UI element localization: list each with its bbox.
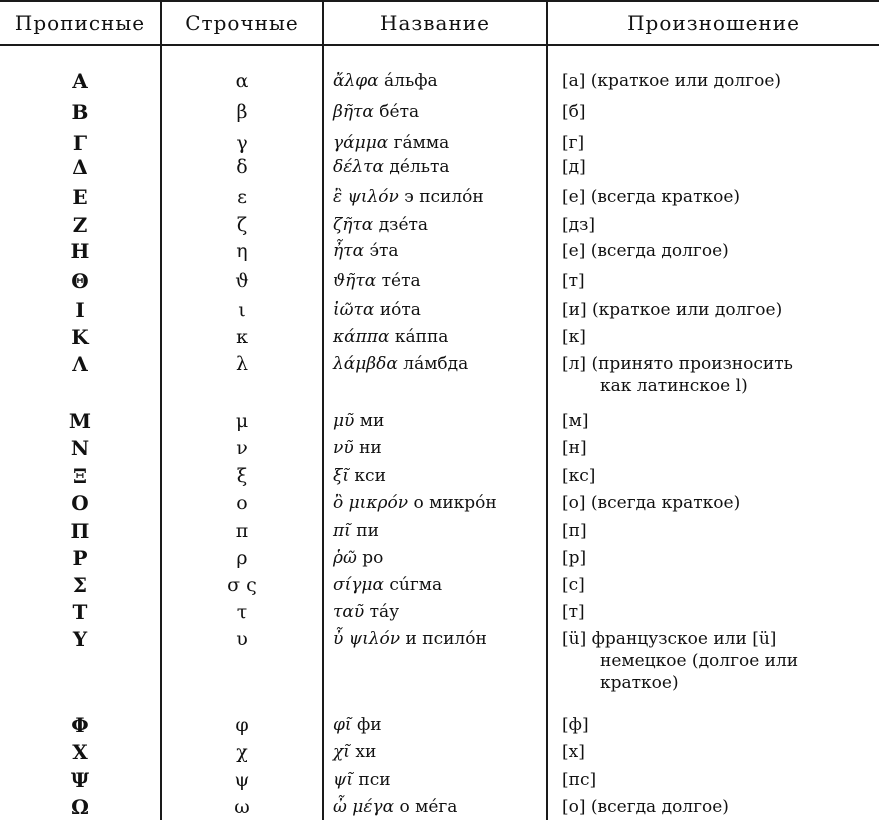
uppercase-letter: Α (72, 69, 88, 93)
russian-name: ни (353, 438, 382, 458)
pronunciation-line: как латинское l) (600, 376, 748, 396)
lowercase-letter: π (235, 520, 249, 542)
pronunciation (562, 326, 872, 348)
lowercase-letter: λ (235, 353, 249, 375)
uppercase-letter: Ξ (72, 464, 88, 488)
russian-name: э псилóн (398, 187, 484, 207)
column-divider (322, 0, 324, 820)
russian-name: дзéта (373, 215, 429, 235)
letter-name (333, 628, 543, 650)
pronunciation-line: краткое) (600, 673, 679, 693)
pronunciation-line: немецкое (долгое или (600, 651, 799, 671)
pronunciation (562, 628, 872, 694)
pronunciation-line: [г] (562, 133, 585, 153)
pronunciation-line: [б] (562, 102, 586, 122)
pronunciation-line: [р] (562, 548, 587, 568)
letter-name (333, 156, 543, 178)
pronunciation-line: [дз] (562, 215, 596, 235)
greek-name: ὦ μέγα (333, 797, 395, 817)
pronunciation-line: [о] (всегда долгое) (562, 797, 729, 817)
greek-name: ξῖ (333, 466, 350, 486)
greek-name: λάμβδα (333, 354, 398, 374)
pronunciation (562, 769, 872, 791)
uppercase-letter: Ζ (72, 213, 88, 237)
uppercase-letter: Π (70, 519, 90, 543)
pronunciation-line: [ü] французское или [ü] (562, 629, 777, 649)
greek-name: νῦ (333, 438, 354, 458)
pronunciation-line: [и] (краткое или долгое) (562, 300, 783, 320)
greek-name: ὖ ψιλόν (333, 629, 401, 649)
pronunciation (562, 520, 872, 542)
uppercase-letter: Μ (68, 409, 92, 433)
uppercase-letter: Υ (72, 627, 88, 651)
greek-name: ῥῶ (333, 548, 357, 568)
pronunciation (562, 601, 872, 623)
russian-name: фи (351, 715, 382, 735)
letter-name (333, 101, 543, 123)
pronunciation (562, 574, 872, 596)
letter-name (333, 410, 543, 432)
russian-name: и псилóн (400, 629, 487, 649)
uppercase-letter: Ι (75, 298, 85, 322)
pronunciation (562, 132, 872, 154)
pronunciation-line: [кс] (562, 466, 596, 486)
pronunciation-line: [к] (562, 327, 586, 347)
pronunciation (562, 492, 872, 514)
letter-name (333, 270, 543, 292)
lowercase-letter: υ (236, 628, 248, 650)
letter-name (333, 741, 543, 763)
pronunciation-line: [пс] (562, 770, 597, 790)
greek-name: ζῆτα (333, 215, 374, 235)
pronunciation-line: [т] (562, 602, 585, 622)
lowercase-letter: ξ (236, 465, 248, 487)
uppercase-letter: Δ (72, 155, 88, 179)
header-rule (0, 44, 879, 46)
russian-name: тáу (364, 602, 400, 622)
uppercase-letter: Ο (71, 491, 89, 515)
lowercase-letter: ε (237, 186, 247, 208)
uppercase-letter: Ψ (70, 768, 90, 792)
russian-name: дéльта (384, 157, 450, 177)
lowercase-letter: κ (236, 326, 248, 348)
uppercase-letter: Η (70, 239, 90, 263)
russian-name: иóта (374, 300, 421, 320)
letter-name (333, 796, 543, 818)
letter-name (333, 70, 543, 92)
pronunciation (562, 70, 872, 92)
russian-name: сúгма (383, 575, 443, 595)
letter-name (333, 437, 543, 459)
pronunciation (562, 299, 872, 321)
uppercase-letter: Φ (71, 713, 89, 737)
greek-name: βῆτα (333, 102, 374, 122)
uppercase-letter: Ν (70, 436, 90, 460)
letter-name (333, 186, 543, 208)
greek-name: ἒ ψιλόν (333, 187, 399, 207)
greek-name: πῖ (333, 521, 351, 541)
russian-name: тéта (376, 271, 421, 291)
russian-name: бéта (373, 102, 420, 122)
header-lower: Строчные (185, 11, 299, 35)
russian-name: áльфа (378, 71, 438, 91)
pronunciation (562, 714, 872, 736)
uppercase-letter: Σ (72, 573, 88, 597)
letter-name (333, 353, 543, 375)
greek-name: ἄλφα (333, 71, 379, 91)
uppercase-letter: Β (71, 100, 89, 124)
pronunciation-line: [ф] (562, 715, 589, 735)
pronunciation (562, 214, 872, 236)
top-rule (0, 0, 879, 2)
greek-name: δέλτα (333, 157, 385, 177)
greek-name: φῖ (333, 715, 352, 735)
letter-name (333, 574, 543, 596)
header-name: Название (380, 11, 490, 35)
pronunciation-line: [л] (принято произносить (562, 354, 793, 374)
lowercase-letter: ι (238, 299, 246, 321)
russian-name: э́та (364, 241, 399, 261)
greek-name: ϑῆτα (333, 271, 377, 291)
pronunciation-line: [с] (562, 575, 585, 595)
pronunciation (562, 156, 872, 178)
pronunciation (562, 410, 872, 432)
letter-name (333, 299, 543, 321)
letter-name (333, 492, 543, 514)
lowercase-letter: ο (236, 492, 248, 514)
russian-name: о микрóн (408, 493, 497, 513)
lowercase-letter: ν (236, 437, 248, 459)
greek-name: χῖ (333, 742, 350, 762)
pronunciation (562, 741, 872, 763)
pronunciation-line: [п] (562, 521, 587, 541)
pronunciation-line: [м] (562, 411, 589, 431)
greek-name: ταῦ (333, 602, 365, 622)
greek-name: ψῖ (333, 770, 353, 790)
lowercase-letter: α (235, 70, 249, 92)
pronunciation-line: [х] (562, 742, 585, 762)
russian-name: пи (350, 521, 379, 541)
letter-name (333, 601, 543, 623)
uppercase-letter: Ρ (72, 546, 88, 570)
russian-name: лáмбда (397, 354, 469, 374)
lowercase-letter: μ (235, 410, 249, 432)
lowercase-letter: φ (235, 714, 249, 736)
pronunciation-line: [о] (всегда краткое) (562, 493, 741, 513)
pronunciation (562, 465, 872, 487)
lowercase-letter: γ (236, 132, 248, 154)
uppercase-letter: Τ (72, 600, 88, 624)
lowercase-letter: ϑ (235, 270, 249, 292)
lowercase-letter: δ (236, 156, 248, 178)
uppercase-letter: Χ (72, 740, 88, 764)
russian-name: о мéга (394, 797, 458, 817)
lowercase-letter: ψ (234, 769, 250, 791)
greek-name: μῦ (333, 411, 355, 431)
russian-name: гáмма (388, 133, 450, 153)
pronunciation-line: [a] (краткое или долгое) (562, 71, 782, 91)
header-upper: Прописные (14, 11, 146, 35)
uppercase-letter: Κ (71, 325, 89, 349)
pronunciation (562, 437, 872, 459)
pronunciation (562, 796, 872, 818)
letter-name (333, 240, 543, 262)
pronunciation-line: [т] (562, 271, 585, 291)
lowercase-letter: β (236, 101, 248, 123)
pronunciation (562, 270, 872, 292)
uppercase-letter: Γ (72, 131, 88, 155)
greek-name: ἰῶτα (333, 300, 375, 320)
letter-name (333, 465, 543, 487)
lowercase-letter: ρ (236, 547, 248, 569)
letter-name (333, 714, 543, 736)
pronunciation-line: [н] (562, 438, 587, 458)
letter-name (333, 326, 543, 348)
uppercase-letter: Θ (71, 269, 89, 293)
russian-name: хи (349, 742, 377, 762)
letter-name (333, 132, 543, 154)
greek-name: κάππα (333, 327, 390, 347)
pronunciation (562, 353, 872, 397)
column-divider (546, 0, 548, 820)
pronunciation (562, 101, 872, 123)
greek-name: γάμμα (333, 133, 389, 153)
pronunciation-line: [е] (всегда краткое) (562, 187, 741, 207)
pronunciation-line: [е] (всегда долгое) (562, 241, 729, 261)
lowercase-letter: χ (236, 741, 248, 763)
pronunciation-line: [д] (562, 157, 586, 177)
pronunciation (562, 240, 872, 262)
lowercase-letter: τ (236, 601, 248, 623)
greek-name: σίγμα (333, 575, 384, 595)
uppercase-letter: Ω (71, 795, 89, 819)
pronunciation (562, 186, 872, 208)
uppercase-letter: Ε (72, 185, 88, 209)
russian-name: кáппа (389, 327, 449, 347)
letter-name (333, 214, 543, 236)
letter-name (333, 769, 543, 791)
russian-name: ми (354, 411, 385, 431)
letter-name (333, 520, 543, 542)
russian-name: кси (349, 466, 386, 486)
russian-name: ро (356, 548, 384, 568)
header-pronunciation: Произношение (627, 11, 800, 35)
russian-name: пси (353, 770, 391, 790)
pronunciation (562, 547, 872, 569)
lowercase-letter: ω (234, 796, 250, 818)
uppercase-letter: Λ (72, 352, 88, 376)
greek-name: ἦτα (333, 241, 365, 261)
lowercase-letter: η (236, 240, 248, 262)
greek-name: ὂ μικρόν (333, 493, 409, 513)
lowercase-letter: σ ς (227, 574, 257, 596)
lowercase-letter: ζ (236, 214, 248, 236)
letter-name (333, 547, 543, 569)
